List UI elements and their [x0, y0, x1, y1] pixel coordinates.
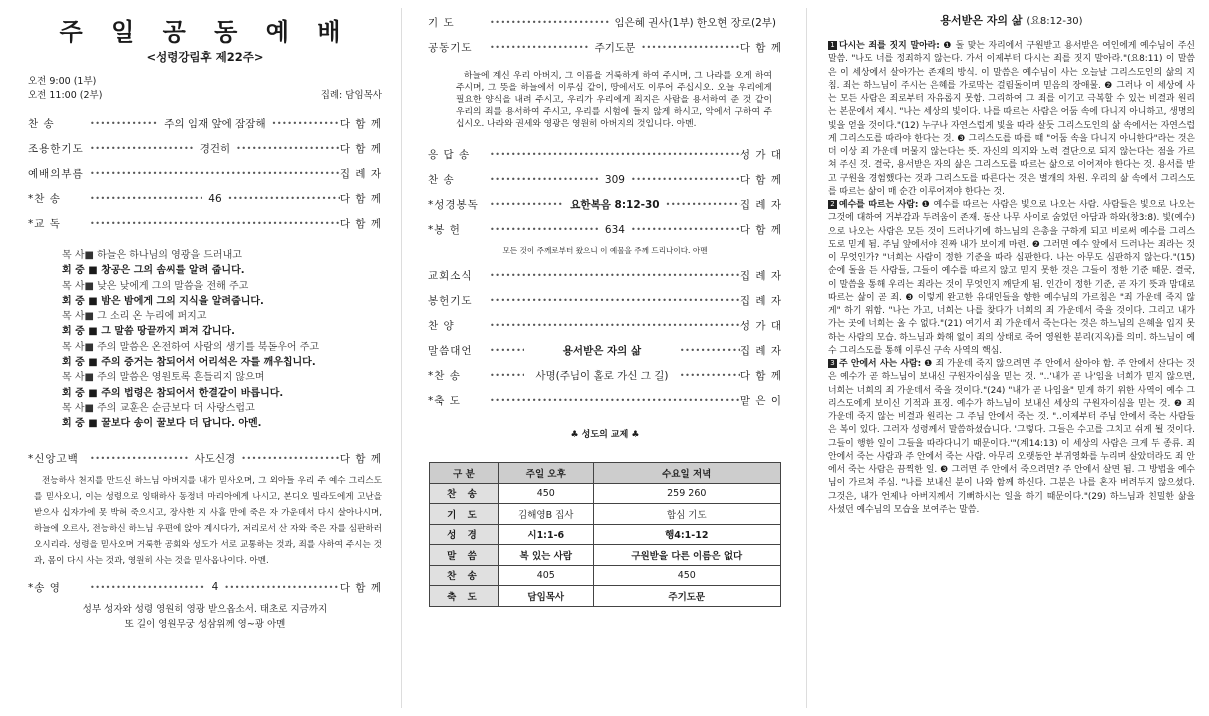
order-row	[28, 186, 382, 211]
order-label: *봉 헌	[428, 224, 461, 236]
leader-dots	[90, 144, 194, 153]
leader-dots	[490, 396, 740, 405]
order-row	[428, 217, 782, 242]
order-label: 교회소식	[428, 270, 473, 282]
order-item: 임은혜 권사(1부) 한오현 장로(2부)	[614, 17, 776, 29]
order-label: *성경봉독	[428, 199, 479, 211]
order-label: 찬 양	[428, 320, 455, 332]
leader-dots	[90, 454, 189, 463]
offering-notice: 모든 것이 주께로부터 왔으니 이 예물을 주께 드리나이다. 아멘	[502, 246, 708, 255]
table-row: 찬 송 405 450	[430, 565, 781, 586]
sermon-section: 1 다시는 죄를 짓지 말아라: ❶ 돌 맞는 자리에서 구원받고 용서받은 여인에게 예수님이 주신 말씀. "나도 너를 정죄하지 않는다. 가서 이제부터 다시는 죄를 짓지 말아라."(요8:11) 이 말씀은 이 세상에서 살아가는 존재의 방식. 이 말씀은 예수님이 사는 오늘날 그리스도인의 삶의 지침. 죄는 하느님이 주시는 은혜를 가로막는 걸림돌이며 믿음의 장애물. ❷ 그러나 이 세상에 사는 모든 사람은 죄로부터 자유롭지 못함. 그리하여 그 죄를 이기고 극복할 수 있는 비결과 원리는 본문에서 제시. "나는 세상의 빛이다. 나를 따르는 사람은 어둠 속에 다니지 아니하고, 생명의 빛을 얻을 것이다."(12) 누구나 자연스럽게 빛을 따라 살듯 그리스도인의 삶 속에서는 자연스럽게 그리스도를 따라야 한다는 것. ❸ 그리스도를 따를 때 "어둠 속을 다니지 아니한다"라는 것은 더 이상 죄 가운데 머물지 않는다는 뜻. 자신의 의지와 노력 결단으로 되지 않는다는 점을 가르쳐 주신 것. 결국, 용서받은 자의 삶은 그리스도를 따르는 삶으로 이어져야 한다는 것. 용서를 받고 구원을 경험했다는 것과 그리스도를 따른다는 것은 별개의 차원. 우리의 삶 속에서 그리스도를 따르는 삶이 매 순간 이루어져야 한다는 것.	[828, 41, 1195, 197]
order-row	[428, 363, 782, 388]
table-row: 축 도 담임목사 주기도문	[430, 586, 781, 607]
leader-dots	[641, 43, 740, 52]
table-row: 기 도 김해영B 집사 합심 기도	[430, 504, 781, 525]
leader-dots	[490, 43, 589, 52]
reading-line: 회 중 ■ 그 말씀 땅끝까지 퍼져 갑니다.	[62, 326, 235, 338]
column-divider	[806, 8, 807, 708]
leader-dots	[490, 150, 740, 159]
sermon-section: 2 예수를 따르는 사람: ❶ 예수를 따르는 사람은 빛으로 나오는 사람. 사람들은 빛으로 나오는 그것에 대하여 거부감과 두려움이 존재. 동산 나무 사이로 숨었던 아담과 하와(창3:8). 빛(예수)으로 나오는 사람은 모든 것이 드러나기에 하느님의 은총을 구하게 되고 비로써 예수를 그리스도로 믿게 됨. 주님 앞에서야 진짜 내가 보이게 마련. ❷ 그러면 예수 앞에서 드러나는 죄라는 것이 무엇인가? "너희는 사람이 정한 기준을 따라 심판한다. 나는 아무도 심판하지 않는다."(15) 순에 돌을 든 사람들, 그들이 예수를 따르지 않고 믿지 못한 것은 그들이 정한 기준 때문. 결국, 이 말씀을 통해 우리는 죄라는 것이 무엇인지 깨닫게 됨. 인간이 정한 기준, 곧 자기 뜻과 맘대로 따르는 삶이 곧 죄. ❸ 이렇게 완고한 유대인들을 향한 예수님의 가르침은 "죄 가운데 죽지 않게" 하기 위함. "나는 가고, 너희는 나를 찾다가 너희의 죄 가운데서 죽을 것이다. 그리고 내가 가는 곳에 너희는 올 수 없다."(21) 여기서 죄 가운데서 죽는다는 것은 하느님의 은혜을 입지 못하는 사람의 모습. 하느님과 화해 없이 죄의 상태로 죽어 영원한 분리(지옥)를 의미. 하느님이 예수 그리스도를 통해 이루신 구속 사역의 핵심.	[828, 200, 1195, 356]
schedule-table	[429, 462, 781, 607]
reading-line: 회 중 ■ 주의 법령은 참되어서 한결같이 바릅니다.	[62, 387, 284, 399]
order-row	[428, 388, 782, 413]
reading-line: 회 중 ■ 꿀보다 송이 꿀보다 더 답니다. 아멘.	[62, 418, 262, 430]
leader-dots	[90, 119, 158, 128]
order-leader: 다 함 께	[739, 174, 782, 186]
leader-dots	[490, 200, 564, 209]
order-row	[428, 167, 782, 192]
order-row	[28, 211, 382, 236]
leader-dots	[631, 175, 740, 184]
order-row	[28, 575, 382, 600]
order-item: 주기도문	[594, 42, 636, 54]
order-leader: 집 례 자	[339, 168, 382, 180]
order-item: 4	[211, 581, 219, 594]
order-leader: 집 례 자	[739, 199, 782, 211]
leader-dots	[228, 194, 340, 203]
sermon-body	[828, 40, 1195, 517]
order-leader: 다 함 께	[339, 581, 383, 594]
order-row	[28, 111, 382, 136]
leader-dots	[90, 169, 340, 178]
order-label: 말씀대언	[428, 345, 473, 357]
leader-dots	[90, 194, 202, 203]
leader-dots	[666, 200, 740, 209]
order-leader: 다 함 께	[739, 370, 782, 382]
reading-line: 목 사■ 주의 말씀은 온전하여 사람의 생기를 북돋우어 주고	[62, 341, 320, 353]
reading-line: 목 사■ 그 소리 온 누리에 퍼지고	[62, 311, 207, 323]
reading-line: 목 사■ 낮은 낮에게 그의 말씀을 전해 주고	[62, 280, 249, 292]
order-row	[428, 192, 782, 217]
apostles-creed: 전능하사 천지를 만드신 하느님 아버지를 내가 믿사오며, 그 외아들 우리 주 예수 그리스도를 믿사오니, 이는 성령으로 잉태하사 동정녀 마리아에게 나시고, 본디오 빌라도에게 고난을 받으사 십자가에 못 박혀 죽으시고, 장사한 지 사흘 만에 죽은 자 가운데서 다시 살아나시며, 하늘에 오르사, 전능하신 하느님 우편에 앉아 계시다가, 저리로서 산 자와 죽은 자를 심판하러 오시리라. 성령을 믿사오며 거룩한 공회와 성도가 서로 교통하는 것과, 죄를 사하여 주시는 것과, 몸이 다시 사는 것과, 영원히 사는 것을 믿사옵나이다. 아멘.	[34, 475, 382, 566]
order-item: 주의 임재 앞에 잠잠해	[164, 118, 266, 130]
leader-dots	[490, 296, 740, 305]
reading-line: 목 사■ 주의 교훈은 순금보다 더 사랑스럽고	[62, 402, 255, 414]
table-row: 말 씀 복 있는 사람 구원받을 다른 이름은 없다	[430, 545, 781, 566]
order-row	[428, 338, 782, 363]
order-leader: 맡 은 이	[739, 395, 782, 407]
order-list	[28, 111, 382, 236]
sermon-section: 3 주 안에서 사는 사람: ❶ 죄 가운데 죽지 않으려면 주 안에서 살아야 함. 주 안에서 산다는 것은 예수가 곧 하느님이 보내신 구원자이심을 믿는 것. "..'내가 곧 나'임을 너희가 믿지 않으면, 너희는 너희의 죄 가운데서 죽을 것이다."(24) "내가 곧 나임을" 믿게 하기 위한 사역이 예수 그리스도에게 보이신 기적과 표징. 예수가 하느님이 보내신 세상의 구원자이심을 믿는 것. ❷ 죄 가운데 죽지 않는 비결과 원리는 그 주님 안에서 죽는 것. "..이제부터 주님 안에서 죽는 사람들은 복이 있다. 그러자 성령께서 말씀하셨습니다. '그렇다. 그들은 수고를 그치고 쉬게 될 것이다. 그들이 행한 일이 그들을 따라다니기 때문이다.'"(계14:13) 이 세상의 사람은 크게 두 종류. 죄 안에서 죽는 사람과 주 안에서 죽는 사람. 아무리 오랫동안 부귀영화를 누리며 살았더라도 죄 안에서 죽는 사람은 끔찍한 일. ❸ 그러면 주 안에서 죽으려면? 주 안에서 살면 됨. 그 방법을 예수님이 가르쳐 주심. "나를 보내신 분이 나와 함께 하신다. 그분은 나를 혼자 버려두지 않으셨다. 그것은, 내가 언제나 아버지께서 기뻐하시는 일을 하기 때문이다."(29) 하느님과 친밀한 삶을 사셨던 예수님의 모습을 보여주는 말씀.	[828, 359, 1195, 515]
leader-dots	[490, 225, 599, 234]
section-number-icon: 2	[828, 200, 837, 209]
order-item: 634	[604, 223, 625, 236]
order-label: 예배의부름	[28, 168, 84, 180]
reading-line: 목 사■ 하늘은 하나님의 영광을 드러내고	[62, 250, 242, 261]
leader-dots	[490, 321, 740, 330]
table-row: 찬 송 450 259 260	[430, 483, 781, 504]
table-header: 구 분 주일 오후 수요일 저녁	[430, 463, 781, 484]
fellowship-heading: ♣ 성도의 교제 ♣	[570, 430, 640, 440]
section-number-icon: 1	[828, 41, 837, 50]
leader-dots	[680, 346, 740, 355]
leader-dots	[90, 219, 340, 228]
leader-dots	[490, 371, 524, 380]
order-label: *교 독	[28, 218, 61, 230]
order-row	[28, 136, 382, 161]
leader-dots	[236, 144, 340, 153]
order-label: 찬 송	[428, 174, 455, 186]
section-number-icon: 3	[828, 359, 837, 368]
service-time-1: 오전 9:00 (1부)	[28, 76, 97, 87]
leader-dots	[490, 346, 524, 355]
scripture-reading: 요한복음 8:12-30	[570, 199, 660, 211]
order-leader: 다 함 께	[339, 218, 382, 230]
responsive-reading	[62, 248, 382, 432]
sermon-heading: 용서받은 자의 삶 (요8:12-30)	[940, 14, 1083, 27]
order-item: 경건히	[199, 143, 231, 155]
order-label: *신앙고백	[28, 452, 79, 465]
leader-dots	[631, 225, 740, 234]
order-row	[428, 10, 782, 35]
sermon-panel	[808, 0, 1209, 716]
leader-dots	[241, 454, 340, 463]
order-leader: 성 가 대	[739, 320, 782, 332]
order-row	[428, 288, 782, 313]
order-leader: 집 례 자	[739, 295, 782, 307]
order-leader: 다 함 께	[339, 452, 382, 465]
service-time-2: 오전 11:00 (2부)	[28, 90, 103, 101]
order-leader: 성 가 대	[739, 149, 782, 161]
presider: 집례: 담임목사	[320, 90, 382, 101]
order-item: 사도신경	[194, 452, 236, 465]
order-row	[28, 161, 382, 186]
reading-line: 회 중 ■ 밤은 밤에게 그의 지식을 알려줍니다.	[62, 295, 264, 307]
order-label: 기 도	[428, 17, 455, 29]
reading-line: 목 사■ 주의 말씀은 영원토록 흔들리지 않으며	[62, 372, 265, 384]
middle-panel	[402, 0, 802, 716]
order-label: *찬 송	[28, 193, 61, 205]
leader-dots	[490, 18, 609, 27]
reading-line: 회 중 ■ 창공은 그의 솜씨를 알려 줍니다.	[62, 265, 245, 277]
order-label: *송 영	[28, 581, 61, 594]
page-subtitle: <성령강림후 제22주>	[146, 50, 264, 64]
order-label: 봉헌기도	[428, 295, 473, 307]
order-label: *축 도	[428, 395, 461, 407]
leader-dots	[680, 371, 740, 380]
order-leader: 다 함 께	[339, 118, 383, 130]
order-row	[428, 35, 782, 60]
doxology: 성부 성자와 성령 영원히 영광 받으옵소서. 태초로 지금까지 또 길이 영원무궁 성삼위께 영~광 아멘	[82, 603, 328, 630]
leader-dots	[224, 583, 340, 592]
order-row	[428, 142, 782, 167]
order-row	[28, 446, 382, 471]
leader-dots	[490, 175, 599, 184]
reading-line: 회 중 ■ 주의 증거는 참되어서 어리석은 자를 깨우칩니다.	[62, 357, 316, 369]
service-times	[28, 73, 382, 101]
order-leader: 다 함 께	[339, 193, 383, 205]
order-leader: 집 례 자	[739, 270, 782, 282]
order-label: 찬 송	[28, 118, 55, 130]
order-item: 46	[208, 192, 222, 205]
order-label: 응 답 송	[428, 149, 471, 161]
order-leader: 다 함 께	[739, 224, 782, 236]
order-label: *찬 송	[428, 370, 461, 382]
order-leader: 다 함 께	[739, 42, 782, 54]
order-row	[428, 263, 782, 288]
leader-dots	[90, 583, 206, 592]
leader-dots	[490, 271, 740, 280]
order-leader: 집 례 자	[739, 345, 782, 357]
order-item: 309	[604, 173, 625, 186]
leader-dots	[272, 119, 340, 128]
order-leader: 다 함 께	[339, 143, 383, 155]
left-panel	[0, 0, 400, 716]
order-label: 공동기도	[428, 42, 473, 54]
order-row	[428, 313, 782, 338]
lords-prayer: 하늘에 계신 우리 아버지, 그 이름을 거룩하게 하여 주시며, 그 나라를 오게 하여 주시며, 그 뜻을 하늘에서 이루심 같이, 땅에서도 이루어 주십시오. 오늘 우리에게 필요한 양식을 내려 주시고, 우리가 우리에게 죄지은 사람을 용서하여 준 것 같이 우리의 죄를 용서하여 주시고, 우리를 시험에 들지 않게 하시고, 악에서 구하여 주십시오. 나라와 권세와 영광은 영원히 아버지의 것입니다. 아멘.	[456, 71, 772, 129]
page-title: 주 일 공 동 예 배	[59, 18, 351, 46]
order-item: 사명(주님이 홀로 가신 그 길)	[535, 370, 669, 382]
table-row: 성 경 시1:1-6 행4:1-12	[430, 524, 781, 545]
order-label: 조용한기도	[28, 143, 84, 155]
sermon-title: 용서받은 자의 삶	[562, 345, 642, 357]
